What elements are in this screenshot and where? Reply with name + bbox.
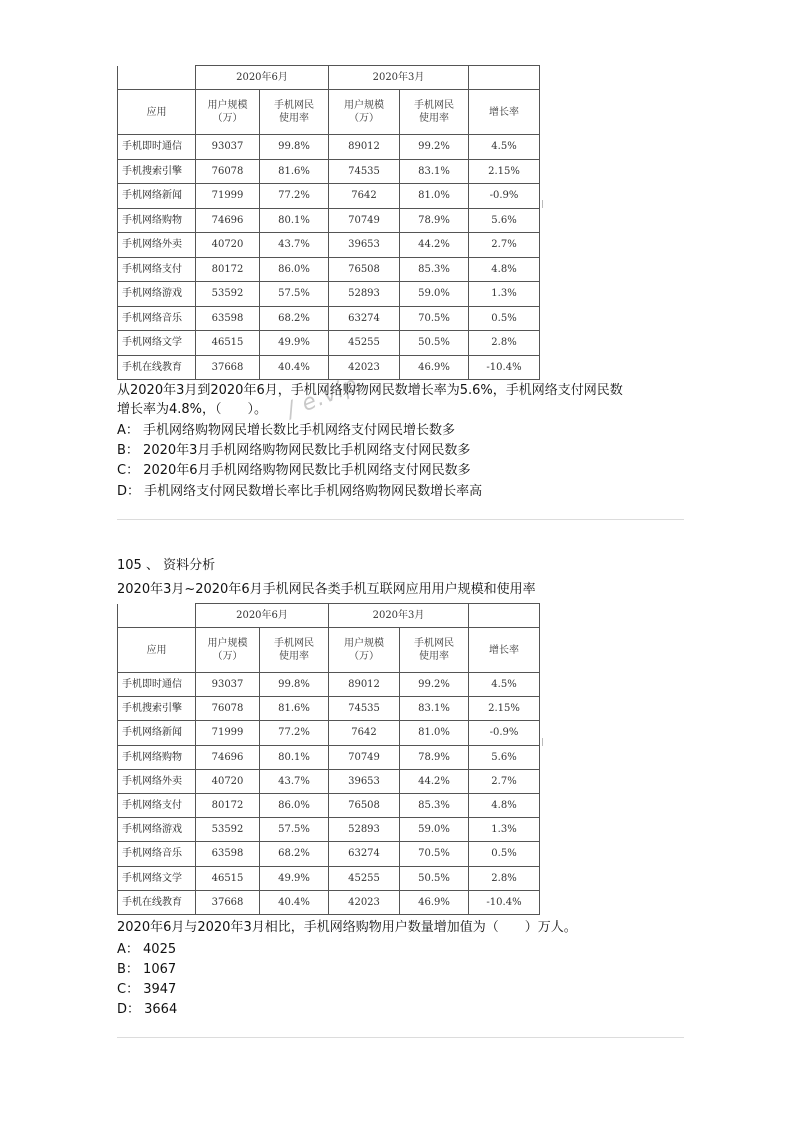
divider bbox=[117, 519, 684, 520]
rate-new-cell: 86.0% bbox=[260, 257, 329, 282]
rate-new-cell: 86.0% bbox=[260, 793, 329, 817]
rate-new-cell: 80.1% bbox=[260, 208, 329, 233]
growth-cell: 1.3% bbox=[469, 818, 540, 842]
q104-stem-line1: 从2020年3月到2020年6月，手机网络购物网民数增长率为5.6%，手机网络支付网民数 bbox=[117, 383, 623, 398]
app-name-cell: 手机网络购物 bbox=[118, 745, 196, 769]
app-name-cell: 手机网络新闻 bbox=[118, 721, 196, 745]
table-row bbox=[118, 135, 540, 160]
q104-option-a[interactable]: A： 手机网络购物网民增长数比手机网络支付网民增长数多 bbox=[117, 423, 456, 438]
rate-old-cell: 85.3% bbox=[400, 257, 469, 282]
growth-cell: 2.15% bbox=[469, 159, 540, 184]
users-old-header: 用户规模 （万） bbox=[329, 90, 400, 135]
divider bbox=[117, 1037, 684, 1038]
q104-option-b[interactable]: B： 2020年3月手机网络购物网民数比手机网络支付网民数多 bbox=[117, 443, 471, 458]
users-old-cell: 39653 bbox=[329, 769, 400, 793]
table-corner bbox=[118, 604, 196, 628]
app-name-cell: 手机网络游戏 bbox=[118, 818, 196, 842]
users-old-cell: 45255 bbox=[329, 866, 400, 890]
table-row bbox=[118, 721, 540, 745]
app-column-header: 应用 bbox=[118, 628, 196, 673]
users-new-cell: 40720 bbox=[196, 769, 260, 793]
scan-mark bbox=[542, 738, 543, 746]
app-column-header: 应用 bbox=[118, 90, 196, 135]
growth-cell: 4.5% bbox=[469, 135, 540, 160]
rate-old-cell: 78.9% bbox=[400, 208, 469, 233]
rate-old-cell: 83.1% bbox=[400, 159, 469, 184]
table-row bbox=[118, 697, 540, 721]
data-table-1 bbox=[117, 65, 540, 380]
rate-old-cell: 70.5% bbox=[400, 306, 469, 331]
rate-new-cell: 43.7% bbox=[260, 769, 329, 793]
users-old-cell: 70749 bbox=[329, 208, 400, 233]
rate-old-cell: 44.2% bbox=[400, 769, 469, 793]
rate-new-cell: 43.7% bbox=[260, 233, 329, 258]
users-new-cell: 93037 bbox=[196, 135, 260, 160]
growth-cell: 2.15% bbox=[469, 697, 540, 721]
growth-cell: 2.8% bbox=[469, 866, 540, 890]
growth-cell: 2.7% bbox=[469, 233, 540, 258]
rate-new-cell: 81.6% bbox=[260, 697, 329, 721]
watermark: / e.vip bbox=[283, 371, 362, 424]
table-row bbox=[118, 257, 540, 282]
users-new-cell: 63598 bbox=[196, 306, 260, 331]
growth-cell: -10.4% bbox=[469, 355, 540, 380]
rate-new-cell: 40.4% bbox=[260, 890, 329, 914]
growth-cell: 2.7% bbox=[469, 769, 540, 793]
rate-old-header: 手机网民 使用率 bbox=[400, 628, 469, 673]
q105-option-a[interactable]: A： 4025 bbox=[117, 942, 177, 957]
growth-cell: 4.8% bbox=[469, 793, 540, 817]
period-old-header: 2020年3月 bbox=[329, 604, 469, 628]
users-new-header: 用户规模 （万） bbox=[196, 90, 260, 135]
table-row bbox=[118, 282, 540, 307]
table-row bbox=[118, 306, 540, 331]
scan-mark bbox=[542, 200, 543, 208]
growth-cell: 0.5% bbox=[469, 306, 540, 331]
app-name-cell: 手机网络新闻 bbox=[118, 184, 196, 209]
q104-option-d[interactable]: D： 手机网络支付网民数增长率比手机网络购物网民数增长率高 bbox=[117, 484, 483, 499]
table-row bbox=[118, 331, 540, 356]
growth-header: 增长率 bbox=[469, 628, 540, 673]
rate-new-header: 手机网民 使用率 bbox=[260, 628, 329, 673]
rate-old-cell: 50.5% bbox=[400, 331, 469, 356]
q105-option-b[interactable]: B： 1067 bbox=[117, 962, 177, 977]
table-row bbox=[118, 890, 540, 914]
data-table-2 bbox=[117, 603, 540, 915]
users-old-cell: 63274 bbox=[329, 842, 400, 866]
app-name-cell: 手机搜索引擎 bbox=[118, 697, 196, 721]
app-name-cell: 手机网络音乐 bbox=[118, 842, 196, 866]
q105-stem: 2020年6月与2020年3月相比，手机网络购物用户数量增加值为（ ）万人。 bbox=[117, 920, 577, 935]
rate-old-cell: 99.2% bbox=[400, 135, 469, 160]
rate-new-cell: 77.2% bbox=[260, 721, 329, 745]
rate-old-cell: 78.9% bbox=[400, 745, 469, 769]
rate-old-cell: 70.5% bbox=[400, 842, 469, 866]
users-new-cell: 80172 bbox=[196, 793, 260, 817]
table-row bbox=[118, 355, 540, 380]
app-name-cell: 手机网络外卖 bbox=[118, 769, 196, 793]
table-row bbox=[118, 793, 540, 817]
users-new-cell: 93037 bbox=[196, 673, 260, 697]
table-row bbox=[118, 842, 540, 866]
rate-new-cell: 99.8% bbox=[260, 673, 329, 697]
users-old-cell: 70749 bbox=[329, 745, 400, 769]
rate-new-cell: 68.2% bbox=[260, 842, 329, 866]
growth-cell: -10.4% bbox=[469, 890, 540, 914]
period-old-header: 2020年3月 bbox=[329, 66, 469, 90]
rate-old-cell: 85.3% bbox=[400, 793, 469, 817]
growth-header-top bbox=[469, 604, 540, 628]
app-name-cell: 手机搜索引擎 bbox=[118, 159, 196, 184]
app-name-cell: 手机在线教育 bbox=[118, 890, 196, 914]
users-old-cell: 89012 bbox=[329, 135, 400, 160]
rate-old-cell: 46.9% bbox=[400, 355, 469, 380]
users-old-cell: 52893 bbox=[329, 818, 400, 842]
rate-new-cell: 81.6% bbox=[260, 159, 329, 184]
q105-option-d[interactable]: D： 3664 bbox=[117, 1002, 178, 1017]
users-new-cell: 71999 bbox=[196, 721, 260, 745]
rate-old-header: 手机网民 使用率 bbox=[400, 90, 469, 135]
q105-option-c[interactable]: C： 3947 bbox=[117, 982, 177, 997]
rate-old-cell: 81.0% bbox=[400, 184, 469, 209]
rate-new-cell: 49.9% bbox=[260, 866, 329, 890]
users-old-cell: 42023 bbox=[329, 890, 400, 914]
app-name-cell: 手机网络支付 bbox=[118, 257, 196, 282]
users-old-cell: 7642 bbox=[329, 184, 400, 209]
users-new-cell: 53592 bbox=[196, 282, 260, 307]
growth-cell: 5.6% bbox=[469, 745, 540, 769]
rate-new-cell: 49.9% bbox=[260, 331, 329, 356]
rate-old-cell: 46.9% bbox=[400, 890, 469, 914]
app-name-cell: 手机网络音乐 bbox=[118, 306, 196, 331]
app-name-cell: 手机在线教育 bbox=[118, 355, 196, 380]
users-old-cell: 45255 bbox=[329, 331, 400, 356]
growth-cell: 5.6% bbox=[469, 208, 540, 233]
growth-cell: -0.9% bbox=[469, 184, 540, 209]
users-new-cell: 71999 bbox=[196, 184, 260, 209]
app-name-cell: 手机网络游戏 bbox=[118, 282, 196, 307]
growth-header: 增长率 bbox=[469, 90, 540, 135]
app-name-cell: 手机网络文学 bbox=[118, 866, 196, 890]
users-new-cell: 46515 bbox=[196, 866, 260, 890]
users-new-cell: 76078 bbox=[196, 697, 260, 721]
users-old-cell: 76508 bbox=[329, 257, 400, 282]
growth-cell: 0.5% bbox=[469, 842, 540, 866]
users-new-cell: 63598 bbox=[196, 842, 260, 866]
rate-old-cell: 44.2% bbox=[400, 233, 469, 258]
users-new-cell: 53592 bbox=[196, 818, 260, 842]
period-new-header: 2020年6月 bbox=[196, 604, 329, 628]
users-new-header: 用户规模 （万） bbox=[196, 628, 260, 673]
table-row bbox=[118, 818, 540, 842]
users-new-cell: 37668 bbox=[196, 890, 260, 914]
rate-new-cell: 68.2% bbox=[260, 306, 329, 331]
users-old-cell: 74535 bbox=[329, 159, 400, 184]
table-row bbox=[118, 769, 540, 793]
growth-cell: -0.9% bbox=[469, 721, 540, 745]
users-old-cell: 39653 bbox=[329, 233, 400, 258]
users-old-cell: 76508 bbox=[329, 793, 400, 817]
users-old-cell: 89012 bbox=[329, 673, 400, 697]
period-new-header: 2020年6月 bbox=[196, 66, 329, 90]
rate-new-cell: 80.1% bbox=[260, 745, 329, 769]
app-name-cell: 手机即时通信 bbox=[118, 673, 196, 697]
app-name-cell: 手机网络文学 bbox=[118, 331, 196, 356]
growth-cell: 4.8% bbox=[469, 257, 540, 282]
users-old-cell: 52893 bbox=[329, 282, 400, 307]
table-row bbox=[118, 745, 540, 769]
table-row bbox=[118, 866, 540, 890]
growth-cell: 2.8% bbox=[469, 331, 540, 356]
rate-new-cell: 77.2% bbox=[260, 184, 329, 209]
users-new-cell: 74696 bbox=[196, 208, 260, 233]
rate-new-cell: 57.5% bbox=[260, 282, 329, 307]
app-name-cell: 手机网络购物 bbox=[118, 208, 196, 233]
table-row bbox=[118, 159, 540, 184]
table-row bbox=[118, 208, 540, 233]
users-old-cell: 63274 bbox=[329, 306, 400, 331]
app-name-cell: 手机即时通信 bbox=[118, 135, 196, 160]
rate-old-cell: 50.5% bbox=[400, 866, 469, 890]
rate-old-cell: 83.1% bbox=[400, 697, 469, 721]
users-new-cell: 76078 bbox=[196, 159, 260, 184]
q104-stem-line2: 增长率为4.8%，（ ）。 bbox=[117, 402, 268, 417]
q104-option-c[interactable]: C： 2020年6月手机网络购物网民数比手机网络支付网民数多 bbox=[117, 463, 471, 478]
users-new-cell: 40720 bbox=[196, 233, 260, 258]
growth-header-top bbox=[469, 66, 540, 90]
users-old-cell: 74535 bbox=[329, 697, 400, 721]
rate-new-cell: 40.4% bbox=[260, 355, 329, 380]
q105-header: 105 、 资料分析 bbox=[117, 558, 216, 573]
users-old-header: 用户规模 （万） bbox=[329, 628, 400, 673]
app-name-cell: 手机网络外卖 bbox=[118, 233, 196, 258]
rate-old-cell: 59.0% bbox=[400, 282, 469, 307]
table-corner bbox=[118, 66, 196, 90]
rate-new-cell: 57.5% bbox=[260, 818, 329, 842]
rate-old-cell: 81.0% bbox=[400, 721, 469, 745]
users-new-cell: 80172 bbox=[196, 257, 260, 282]
q105-title: 2020年3月~2020年6月手机网民各类手机互联网应用用户规模和使用率 bbox=[117, 582, 536, 597]
rate-old-cell: 99.2% bbox=[400, 673, 469, 697]
table-row bbox=[118, 233, 540, 258]
growth-cell: 4.5% bbox=[469, 673, 540, 697]
users-old-cell: 42023 bbox=[329, 355, 400, 380]
users-old-cell: 7642 bbox=[329, 721, 400, 745]
rate-new-cell: 99.8% bbox=[260, 135, 329, 160]
users-new-cell: 37668 bbox=[196, 355, 260, 380]
rate-old-cell: 59.0% bbox=[400, 818, 469, 842]
users-new-cell: 46515 bbox=[196, 331, 260, 356]
rate-new-header: 手机网民 使用率 bbox=[260, 90, 329, 135]
users-new-cell: 74696 bbox=[196, 745, 260, 769]
growth-cell: 1.3% bbox=[469, 282, 540, 307]
app-name-cell: 手机网络支付 bbox=[118, 793, 196, 817]
table-row bbox=[118, 673, 540, 697]
table-row bbox=[118, 184, 540, 209]
